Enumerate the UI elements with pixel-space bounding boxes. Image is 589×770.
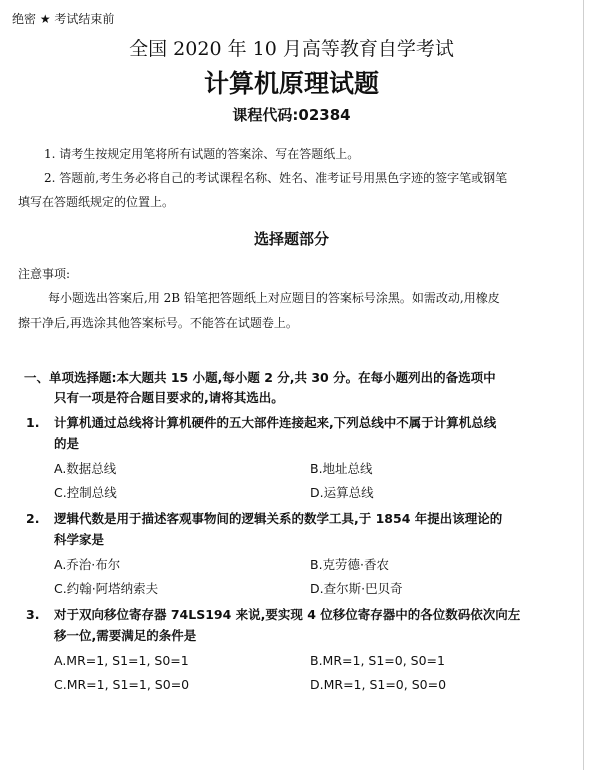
- notes-line-1: 每小题选出答案后,用 2B 铅笔把答题纸上对应题目的答案标号涂黑。如需改动,用橡皮: [48, 291, 500, 305]
- question-text-cont: 移一位,需要满足的条件是: [54, 628, 197, 643]
- part-heading-line-2: 只有一项是符合题目要求的,请将其选出。: [54, 390, 284, 405]
- instruction-line-2b: 填写在答题纸规定的位置上。: [18, 195, 175, 209]
- option-b: B.地址总线: [310, 461, 373, 476]
- instruction-line-1: 1. 请考生按规定用笔将所有试题的答案涂、写在答题纸上。: [44, 147, 360, 161]
- option-c: C.控制总线: [54, 485, 117, 500]
- instruction-line-2a: 2. 答题前,考生务必将自己的考试课程名称、姓名、准考证号用黑色字迹的签字笔或钢笔: [44, 171, 508, 185]
- subject-title: 计算机原理试题: [203, 69, 379, 98]
- secret-mark: 绝密 ★ 考试结束前: [12, 12, 115, 26]
- notes-line-2: 擦干净后,再选涂其他答案标号。不能答在试题卷上。: [18, 316, 298, 330]
- exam-title: 全国 2020 年 10 月高等教育自学考试: [129, 38, 454, 60]
- option-b: B.克劳德·香农: [310, 557, 390, 572]
- question-text: 计算机通过总线将计算机硬件的五大部件连接起来,下列总线中不属于计算机总线: [54, 415, 497, 430]
- notes-title: 注意事项:: [18, 267, 71, 281]
- question-number: 1.: [26, 415, 40, 430]
- course-code: 课程代码:02384: [232, 106, 351, 124]
- option-d: D.查尔斯·巴贝奇: [310, 581, 403, 596]
- question-number: 2.: [26, 511, 40, 526]
- question-text-cont: 科学家是: [54, 532, 105, 547]
- question-text-cont: 的是: [54, 436, 80, 451]
- option-a: A.乔治·布尔: [54, 557, 121, 572]
- option-c: C.MR=1, S1=1, S0=0: [54, 677, 190, 692]
- part-heading-line-1: 一、单项选择题:本大题共 15 小题,每小题 2 分,共 30 分。在每小题列出的备选项中: [24, 370, 496, 385]
- option-d: D.MR=1, S1=0, S0=0: [310, 677, 447, 692]
- question-text: 对于双向移位寄存器 74LS194 来说,要实现 4 位移位寄存器中的各位数码依次向左: [54, 607, 521, 622]
- option-b: B.MR=1, S1=0, S0=1: [310, 653, 445, 668]
- option-c: C.约翰·阿塔纳索夫: [54, 581, 159, 596]
- option-a: A.数据总线: [54, 461, 117, 476]
- question-number: 3.: [26, 607, 40, 622]
- option-a: A.MR=1, S1=1, S0=1: [54, 653, 189, 668]
- question-text: 逻辑代数是用于描述客观事物间的逻辑关系的数学工具,于 1854 年提出该理论的: [54, 511, 503, 526]
- section-title: 选择题部分: [253, 230, 329, 248]
- option-d: D.运算总线: [310, 485, 374, 500]
